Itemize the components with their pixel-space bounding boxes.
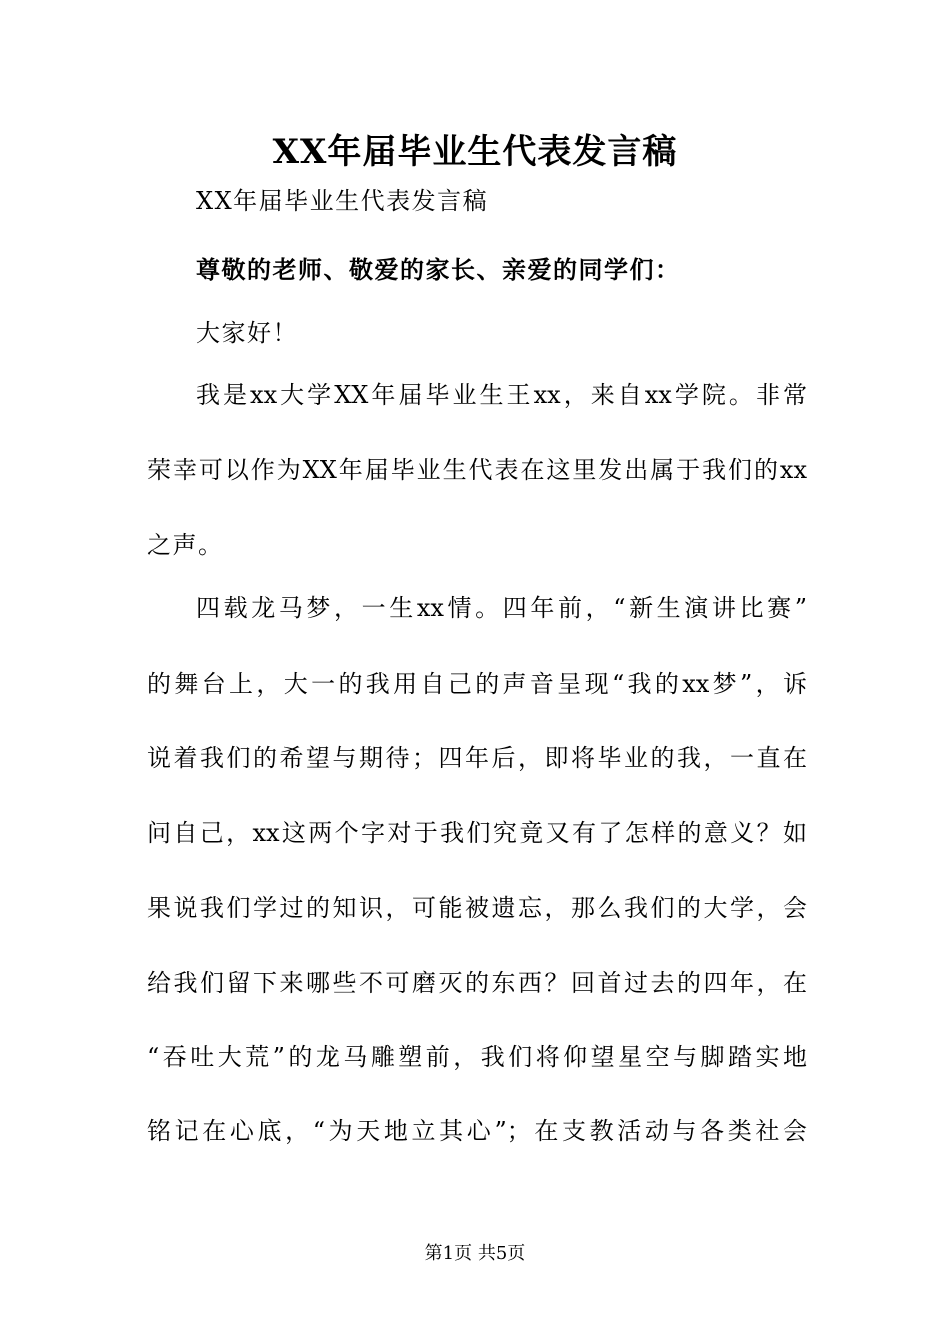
document-title: XX年届毕业生代表发言稿 [272,132,678,172]
paragraph-line: 问自己，xx这两个字对于我们究竟又有了怎样的意义？如 [147,819,807,847]
document-subtitle: XX年届毕业生代表发言稿 [196,187,489,215]
paragraph-line: 我是xx大学XX年届毕业生王xx，来自xx学院。非常 [196,381,807,409]
salutation: 尊敬的老师、敬爱的家长、亲爱的同学们： [196,255,681,284]
paragraph-line: 果说我们学过的知识，可能被遗忘，那么我们的大学，会 [147,894,807,922]
paragraph-line: 之声。 [147,531,224,559]
paragraph-line: “吞吐大荒”的龙马雕塑前，我们将仰望星空与脚踏实地 [147,1043,807,1071]
paragraph-line: 四载龙马梦，一生xx情。四年前，“新生演讲比赛” [196,594,807,622]
paragraph-line: 荣幸可以作为XX年届毕业生代表在这里发出属于我们的xx [147,456,807,484]
paragraph-line: 说着我们的希望与期待；四年后，即将毕业的我，一直在 [147,744,807,772]
greeting: 大家好！ [196,319,298,347]
paragraph-line: 的舞台上，大一的我用自己的声音呈现“我的xx梦”，诉 [147,670,807,698]
paragraph-line: 给我们留下来哪些不可磨灭的东西？回首过去的四年，在 [147,969,807,997]
paragraph-line: 铭记在心底，“为天地立其心”；在支教活动与各类社会 [147,1117,807,1145]
page-number-footer: 第1页 共5页 [424,1243,526,1264]
